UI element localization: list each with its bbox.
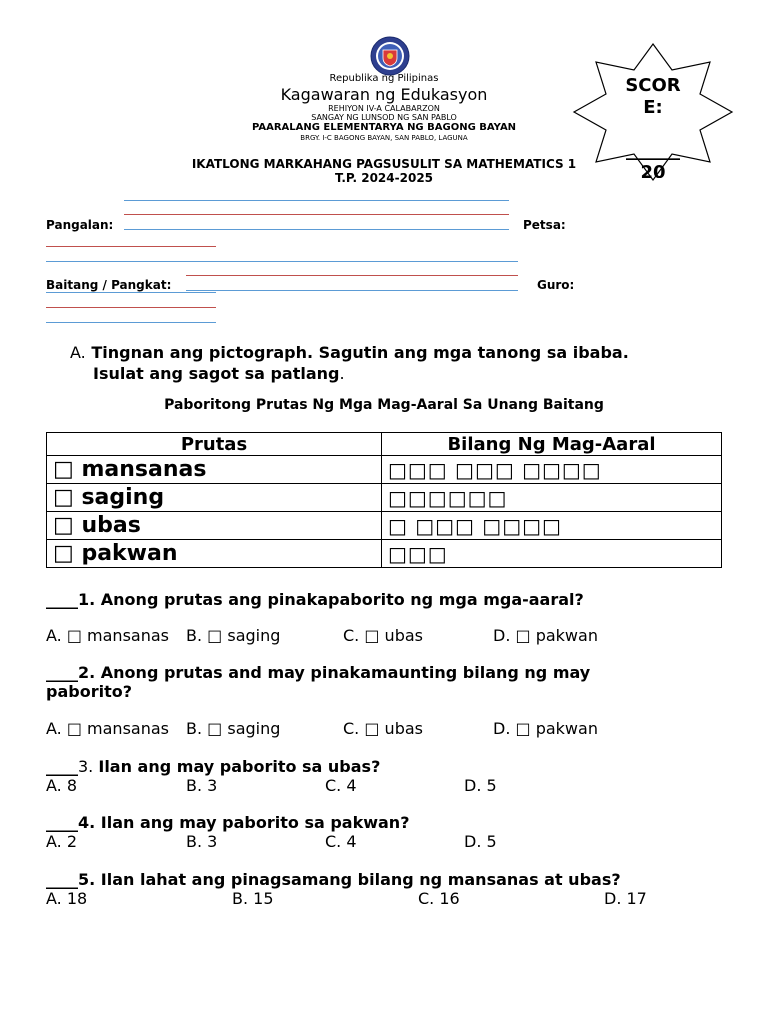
q4-option-c: C. 4	[325, 832, 357, 851]
fruit-cell: □ ubas	[47, 512, 382, 540]
q4-option-d: D. 5	[464, 832, 497, 851]
republic-text: Republika ng Pilipinas	[329, 73, 439, 84]
count-cell: □ □□□ □□□□	[382, 512, 722, 540]
q1-option-b: B. □ saging	[186, 626, 281, 645]
answer-blank-5[interactable]: ____	[46, 870, 78, 889]
q5-option-d: D. 17	[604, 889, 647, 908]
fruit-cell: □ mansanas	[47, 456, 382, 484]
table-row	[47, 512, 722, 540]
instruction: A. Tingnan ang pictograph. Sagutin ang mga tanong sa ibaba. Isulat ang sagot sa patlang.	[70, 343, 629, 383]
teacher-label: Guro:	[537, 278, 575, 292]
question-4: ____4. Ilan ang may paborito sa pakwan?	[46, 813, 410, 832]
school-address: BRGY. I-C BAGONG BAYAN, SAN PABLO, LAGUNA	[300, 134, 468, 142]
answer-blank-3[interactable]: ____	[46, 757, 78, 776]
division-text: SANGAY NG LUNSOD NG SAN PABLO	[311, 113, 457, 122]
answer-blank-1[interactable]: ____	[46, 590, 78, 609]
q5-option-c: C. 16	[418, 889, 460, 908]
table-caption: Paboritong Prutas Ng Mga Mag-Aaral Sa Unang Baitang	[164, 397, 604, 413]
q3-option-d: D. 5	[464, 776, 497, 795]
question-2-cont: paborito?	[46, 682, 132, 701]
answer-blank-2[interactable]: ____	[46, 663, 78, 682]
question-3: ____3. Ilan ang may paborito sa ubas?	[46, 757, 381, 776]
question-1: ____1. Anong prutas ang pinakapaborito ng mga mga-aaral?	[46, 590, 584, 609]
q1-option-c: C. □ ubas	[343, 626, 423, 645]
table-row	[47, 484, 722, 512]
name-label: Pangalan:	[46, 218, 114, 232]
name-field[interactable]	[124, 229, 509, 230]
q4-option-a: A. 2	[46, 832, 78, 851]
pictograph-table	[46, 432, 722, 568]
count-cell: □□□	[382, 540, 722, 568]
fruit-cell: □ saging	[47, 484, 382, 512]
answer-blank-4[interactable]: ____	[46, 813, 78, 832]
q5-option-a: A. 18	[46, 889, 88, 908]
score-label-1: SCOR	[625, 75, 681, 96]
score-total: 20	[640, 162, 666, 178]
col-header-fruit: Prutas	[47, 433, 382, 456]
department-text: Kagawaran ng Edukasyon	[280, 85, 488, 104]
grade-label: Baitang / Pangkat:	[46, 278, 172, 292]
grade-field[interactable]	[186, 290, 518, 291]
school-year: T.P. 2024-2025	[334, 171, 434, 185]
score-blank: ______	[626, 140, 680, 161]
q3-option-b: B. 3	[186, 776, 218, 795]
q2-option-d: D. □ pakwan	[493, 719, 598, 738]
question-5: ____5. Ilan lahat ang pinagsamang bilang ng mansanas at ubas?	[46, 870, 621, 889]
col-header-count: Bilang Ng Mag-Aaral	[382, 433, 722, 456]
question-2: ____2. Anong prutas and may pinakamaunting bilang ng may	[46, 663, 591, 682]
instruction-text-1: Tingnan ang pictograph. Sagutin ang mga tanong sa ibaba.	[91, 343, 629, 362]
table-row	[47, 540, 722, 568]
count-cell: □□□□□□	[382, 484, 722, 512]
deped-seal-icon	[370, 36, 410, 76]
instruction-text-2: Isulat ang sagot sa patlang	[93, 364, 340, 383]
q1-option-d: D. □ pakwan	[493, 626, 598, 645]
exam-title: IKATLONG MARKAHANG PAGSUSULIT SA MATHEMATICS 1	[191, 157, 577, 171]
score-label-2: E:	[643, 97, 663, 118]
q1-option-a: A. □ mansanas	[46, 626, 169, 645]
count-cell: □□□ □□□ □□□□	[382, 456, 722, 484]
q2-option-c: C. □ ubas	[343, 719, 423, 738]
table-row	[47, 456, 722, 484]
region-text: REHIYON IV-A CALABARZON	[328, 104, 440, 113]
date-label: Petsa:	[523, 218, 566, 232]
q2-option-b: B. □ saging	[186, 719, 281, 738]
instruction-letter: A.	[70, 343, 86, 362]
table-header-row	[47, 433, 722, 456]
q3-option-a: A. 8	[46, 776, 78, 795]
q4-option-b: B. 3	[186, 832, 218, 851]
q5-option-b: B. 15	[232, 889, 274, 908]
school-name: PAARALANG ELEMENTARYA NG BAGONG BAYAN	[251, 122, 517, 133]
q2-option-a: A. □ mansanas	[46, 719, 169, 738]
fruit-cell: □ pakwan	[47, 540, 382, 568]
q3-option-c: C. 4	[325, 776, 357, 795]
